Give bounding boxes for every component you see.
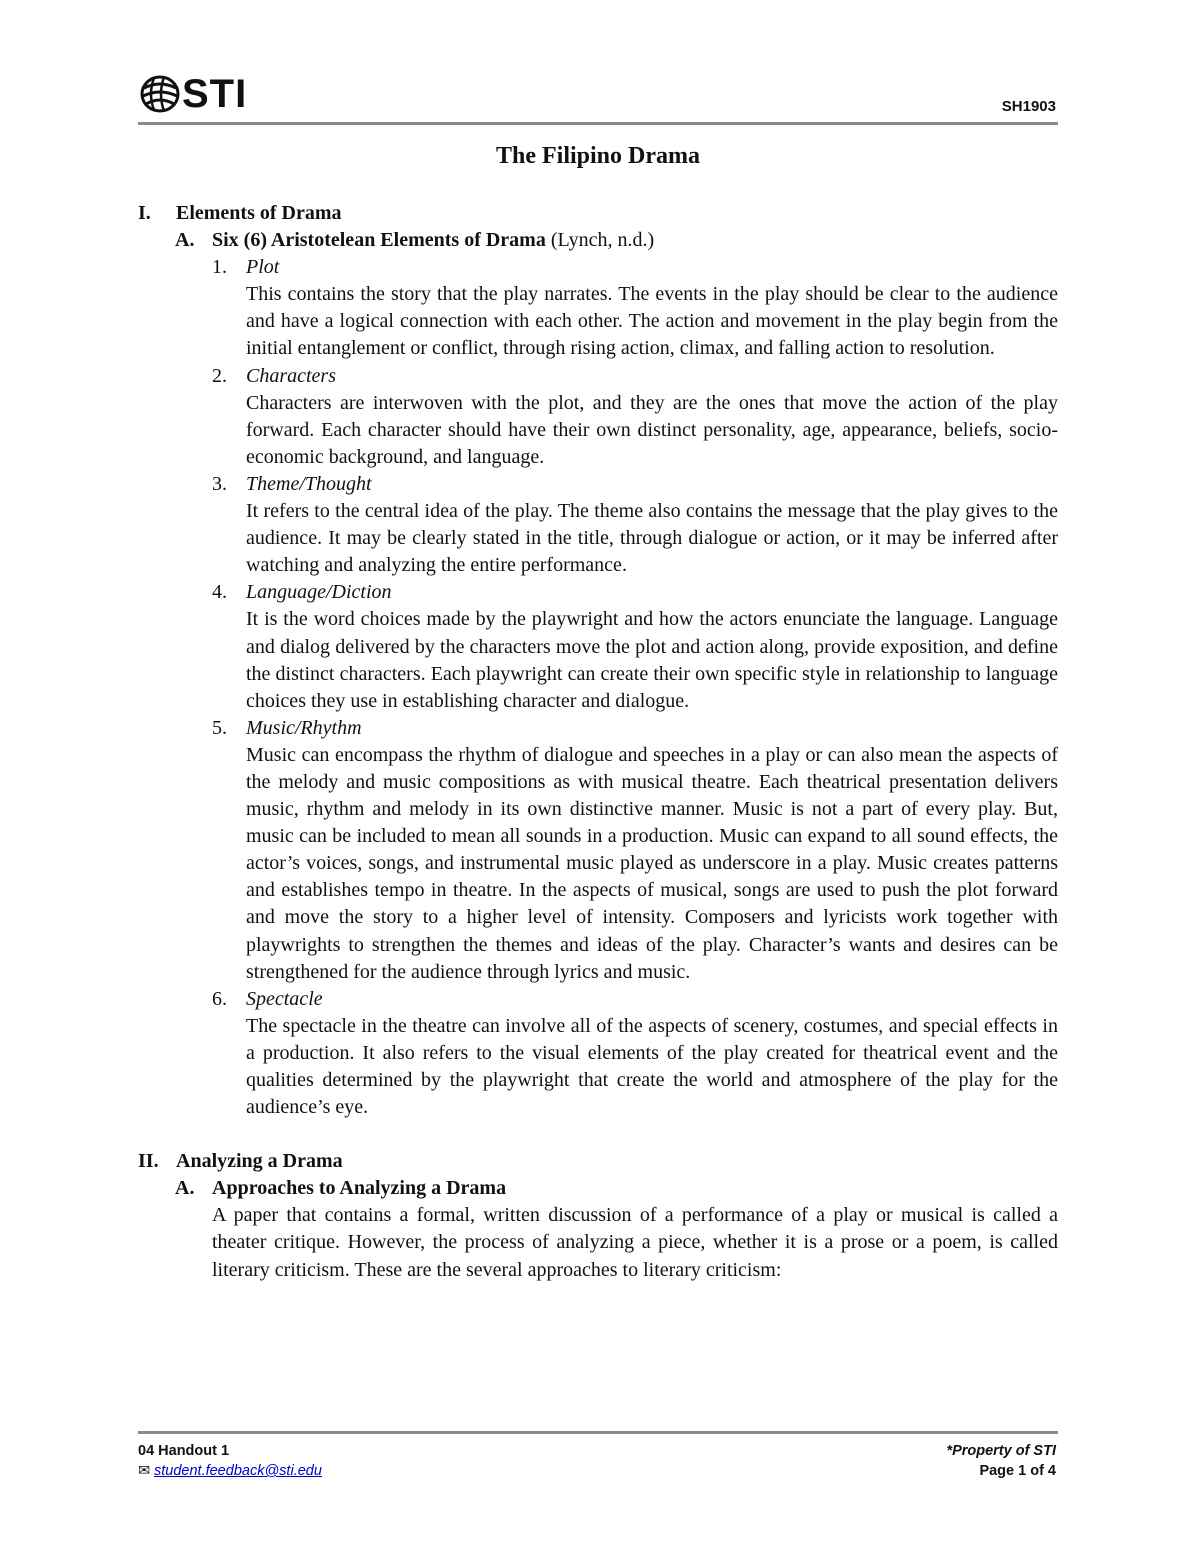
list-item-heading: 4. Language/Diction xyxy=(212,581,392,604)
section-heading: II. Analyzing a Drama xyxy=(138,1150,343,1173)
footer-divider xyxy=(138,1431,1058,1434)
globe-icon xyxy=(138,72,182,116)
list-item-heading: 1. Plot xyxy=(212,256,280,279)
list-item-text: Characters are interwoven with the plot, and they are the ones that move the action of the play forward. Each character should have their own distinct personality, age, appearance, beliefs, socio-economic background, and language. xyxy=(246,391,1058,468)
list-item-text: It is the word choices made by the playwright and how the actors enunciate the language. Language and dialog delivered by the characters move the plot and action along, provide exposition, and define the distinct characters. Each playwright can create their own specific style in relationship to language choices they use in establishing character and dialogue. xyxy=(246,608,1058,712)
subsection-text: A paper that contains a formal, written discussion of a performance of a play or musical is called a theater critique. However, the process of analyzing a piece, whether it is a prose or a poem, is called literary criticism. These are the several approaches to literary criticism: xyxy=(212,1204,1058,1281)
page-title: The Filipino Drama xyxy=(495,143,700,169)
list-item-text: The spectacle in the theatre can involve all of the aspects of scenery, costumes, and special effects in a production. It also refers to the visual elements of the play created for theatrical event and the qualities determined by the playwright that create the world and atmosphere of the play for the audience’s eye. xyxy=(246,1014,1058,1119)
property-notice: *Property of STI xyxy=(946,1443,1056,1459)
list-item-text: Music can encompass the rhythm of dialogue and speeches in a play or can also mean the aspects of the melody and music compositions as with musical theatre. Each theatrical presentation delivers music, rhythm and melody in its own distinctive manner. Music is not a part of every play. But, music can be included to mean all sounds in a production. Music can expand to all sound effects, the actor’s voices, songs, and instrumental music played as underscore in a play. Music creates patterns and establishes tempo in theatre. In the aspects of musical, songs are used to push the plot forward and move the story to a higher level of intensity. Composers and lyricists work together with playwrights to strengthen the themes and ideas of the play. Character’s wants and desires can be strengthened for the audience through lyrics and music. xyxy=(246,743,1058,983)
section-heading: I. Elements of Drama xyxy=(138,202,342,224)
subsection-heading: A. Approaches to Analyzing a Drama xyxy=(175,1177,507,1200)
list-item-heading: 5. Music/Rhythm xyxy=(212,716,362,739)
list-item-text: It refers to the central idea of the play. The theme also contains the message that the play gives to the audience. It may be clearly stated in the title, through dialogue or action, or it may be inferred after watching and analyzing the entire performance. xyxy=(246,500,1058,577)
header-divider xyxy=(138,122,1058,125)
list-item-heading: 3. Theme/Thought xyxy=(212,472,372,495)
subsection-heading: A. Six (6) Aristotelean Elements of Drama (Lynch, n.d.) xyxy=(175,229,655,252)
handout-label: 04 Handout 1 xyxy=(138,1443,230,1459)
feedback-email-link[interactable]: student.feedback@sti.edu xyxy=(154,1463,322,1479)
envelope-icon: ✉ xyxy=(138,1463,151,1479)
logo-text: STI xyxy=(182,72,248,116)
document-code: SH1903 xyxy=(1001,98,1056,115)
list-item-heading: 6. Spectacle xyxy=(212,987,323,1010)
list-item-text: This contains the story that the play narrates. The events in the play should be clear to the audience and have a logical connection with each other. The action and movement in the play begin from the initial entanglement or conflict, through rising action, climax, and falling action to resolution. xyxy=(246,283,1058,360)
sti-logo xyxy=(138,72,247,116)
list-item-heading: 2. Characters xyxy=(212,364,336,387)
page-header xyxy=(138,68,1058,126)
page-number: Page 1 of 4 xyxy=(979,1463,1056,1479)
document-body xyxy=(138,200,1058,1284)
